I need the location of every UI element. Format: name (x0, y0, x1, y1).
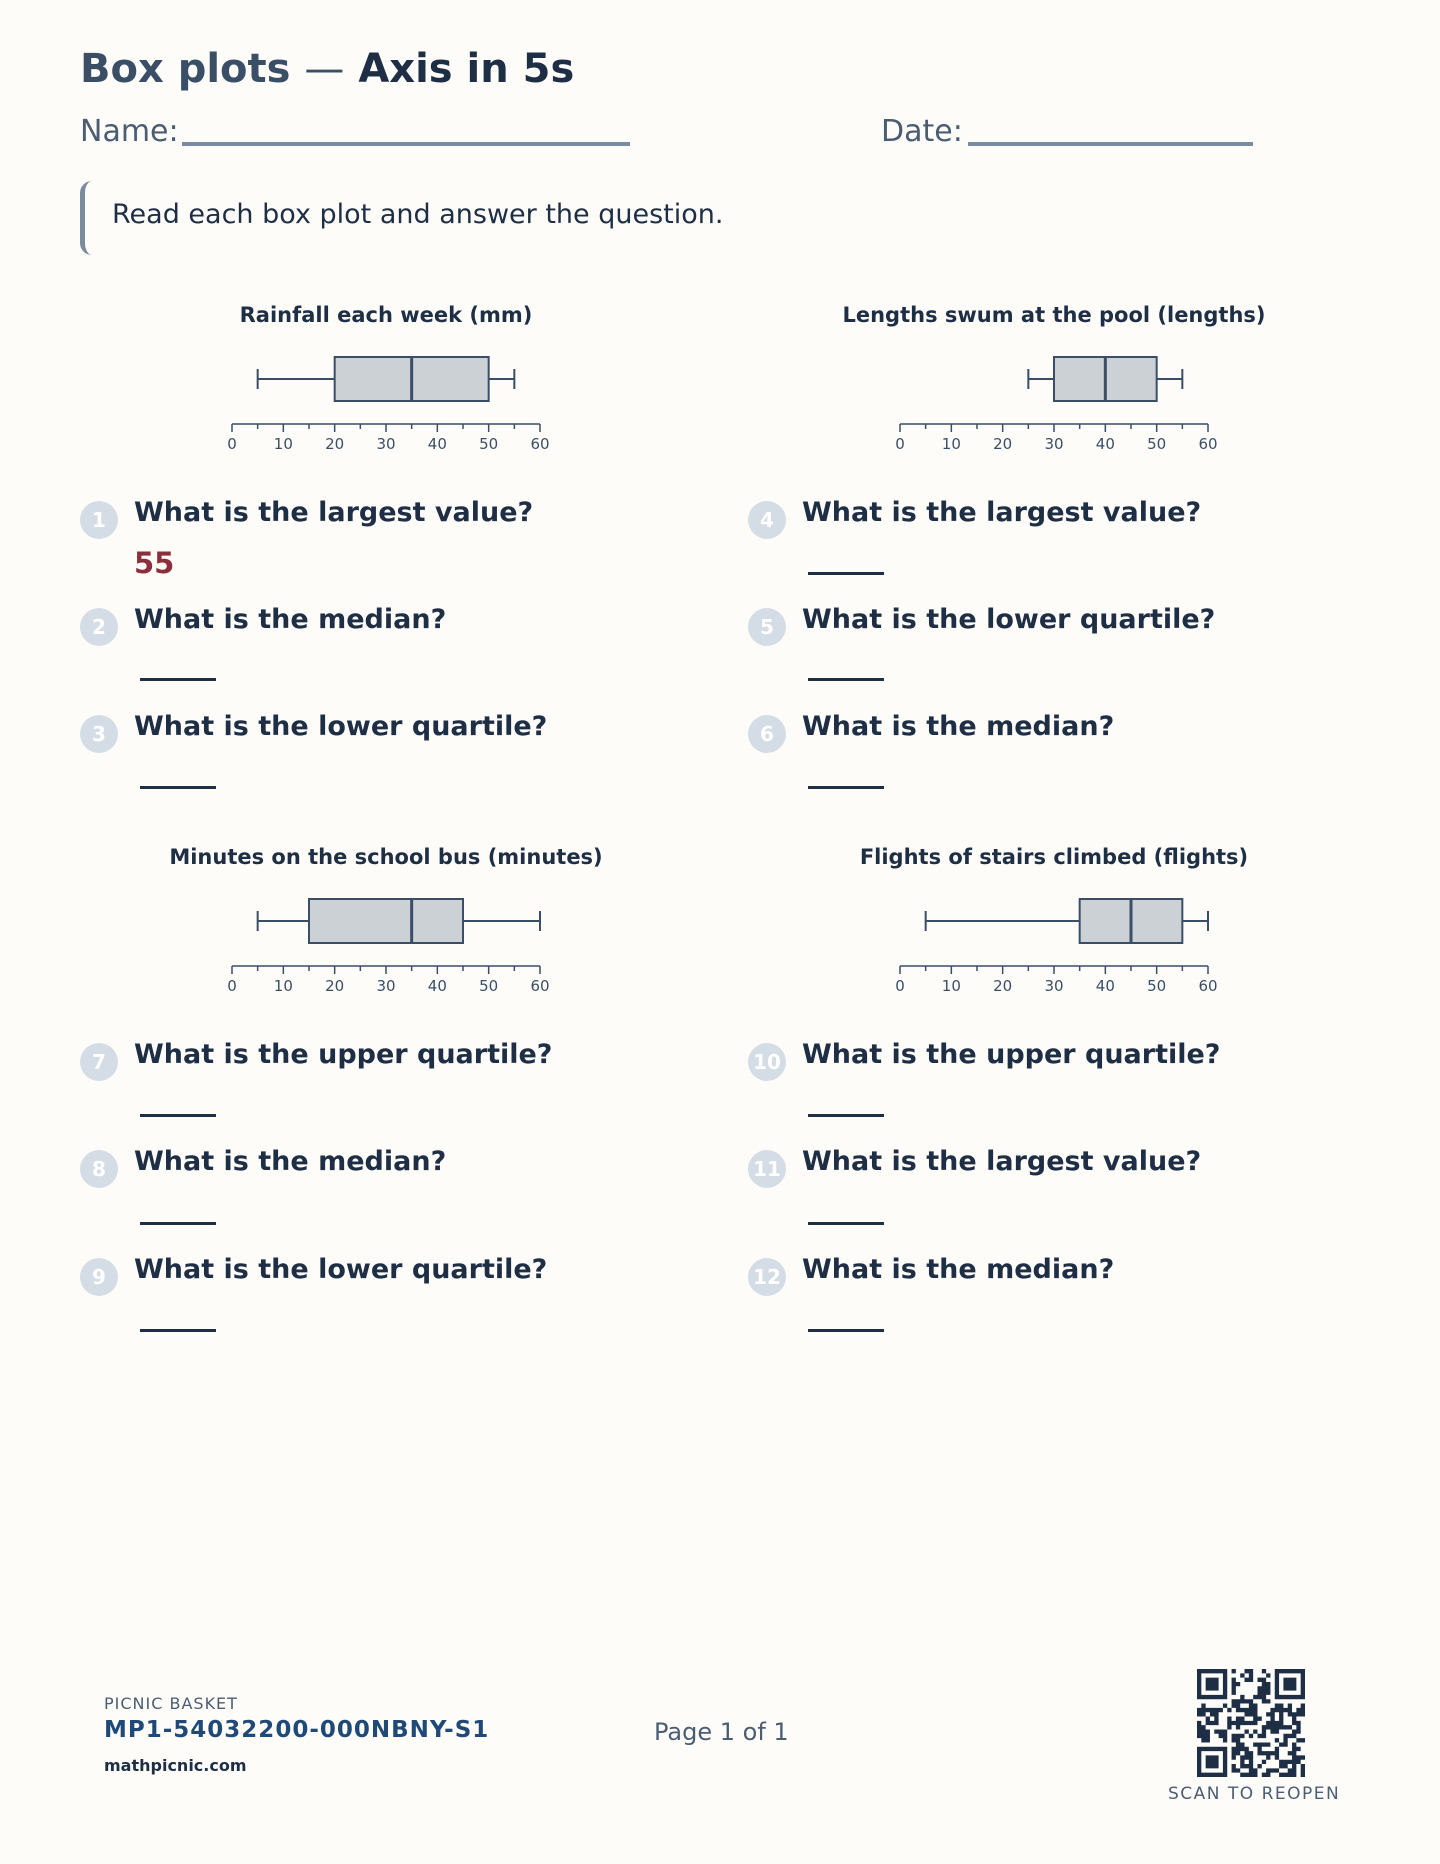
title-separator: — (304, 46, 345, 92)
answer-line-11[interactable] (808, 1222, 884, 1225)
box-plot-2 (888, 350, 1228, 460)
date-label: Date: (881, 114, 963, 149)
tick-label: 20 (325, 435, 345, 453)
answer-line-10[interactable] (808, 1114, 884, 1117)
page-title (80, 46, 574, 92)
tick-label: 50 (479, 435, 499, 453)
question-number: 2 (80, 608, 118, 646)
instruction-bar (80, 181, 92, 255)
date-field[interactable] (968, 142, 1253, 146)
tick-label: 0 (227, 977, 237, 995)
plot-title-4: Flights of stairs climbed (flights) (859, 845, 1249, 869)
footer-label: PICNIC BASKET (104, 1694, 238, 1713)
tick-label: 20 (993, 977, 1013, 995)
plot-title-1: Rainfall each week (mm) (239, 303, 533, 327)
question-text: What is the median? (802, 711, 1115, 742)
question-text: What is the largest value? (802, 497, 1202, 528)
answer-line-6[interactable] (808, 786, 884, 789)
tick-label: 60 (530, 977, 550, 995)
instruction-text: Read each box plot and answer the question. (112, 199, 724, 230)
question-text: What is the lower quartile? (802, 604, 1216, 635)
question-text: What is the median? (134, 1146, 447, 1177)
page-indicator: Page 1 of 1 (654, 1718, 789, 1746)
scan-to-reopen-label: SCAN TO REOPEN (1168, 1784, 1341, 1804)
answer-line-2[interactable] (140, 678, 216, 681)
tick-label: 10 (941, 977, 961, 995)
question-number: 8 (80, 1150, 118, 1188)
question-number: 12 (748, 1258, 786, 1296)
title-part-1: Box plots (80, 46, 291, 92)
tick-label: 40 (427, 435, 447, 453)
tick-label: 40 (1095, 435, 1115, 453)
tick-label: 30 (376, 977, 396, 995)
tick-label: 50 (1147, 435, 1167, 453)
tick-label: 50 (1147, 977, 1167, 995)
tick-label: 10 (273, 435, 293, 453)
question-text: What is the upper quartile? (802, 1039, 1221, 1070)
answer-line-12[interactable] (808, 1329, 884, 1332)
question-text: What is the median? (802, 1254, 1115, 1285)
question-number: 9 (80, 1258, 118, 1296)
question-text: What is the upper quartile? (134, 1039, 553, 1070)
question-text: What is the lower quartile? (134, 1254, 548, 1285)
box-plot-4 (888, 892, 1228, 1002)
tick-label: 0 (895, 977, 905, 995)
box-plot-1 (220, 350, 560, 460)
name-label: Name: (80, 114, 179, 149)
plot-title-2: Lengths swum at the pool (lengths) (842, 303, 1266, 327)
question-number: 3 (80, 715, 118, 753)
question-number: 5 (748, 608, 786, 646)
qr-code-icon[interactable] (1197, 1669, 1305, 1777)
title-part-2: Axis in 5s (358, 46, 575, 92)
tick-label: 40 (427, 977, 447, 995)
answer-1[interactable]: 55 (134, 546, 175, 580)
box-plot-3 (220, 892, 560, 1002)
question-number: 7 (80, 1043, 118, 1081)
answer-line-4[interactable] (808, 572, 884, 575)
answer-line-7[interactable] (140, 1114, 216, 1117)
tick-label: 30 (376, 435, 396, 453)
tick-label: 60 (530, 435, 550, 453)
quartile-box (309, 899, 463, 943)
question-number: 1 (80, 501, 118, 539)
question-text: What is the lower quartile? (134, 711, 548, 742)
answer-line-8[interactable] (140, 1222, 216, 1225)
question-text: What is the largest value? (802, 1146, 1202, 1177)
tick-label: 10 (941, 435, 961, 453)
tick-label: 50 (479, 977, 499, 995)
plot-title-3: Minutes on the school bus (minutes) (169, 845, 603, 869)
question-text: What is the median? (134, 604, 447, 635)
tick-label: 10 (273, 977, 293, 995)
tick-label: 20 (325, 977, 345, 995)
tick-label: 20 (993, 435, 1013, 453)
worksheet-code: MP1-54032200-000NBNY-S1 (104, 1717, 490, 1743)
tick-label: 0 (227, 435, 237, 453)
question-number: 10 (748, 1043, 786, 1081)
tick-label: 0 (895, 435, 905, 453)
question-number: 11 (748, 1150, 786, 1188)
question-text: What is the largest value? (134, 497, 534, 528)
question-number: 6 (748, 715, 786, 753)
tick-label: 40 (1095, 977, 1115, 995)
question-number: 4 (748, 501, 786, 539)
tick-label: 60 (1198, 435, 1218, 453)
tick-label: 30 (1044, 435, 1064, 453)
answer-line-9[interactable] (140, 1329, 216, 1332)
tick-label: 60 (1198, 977, 1218, 995)
tick-label: 30 (1044, 977, 1064, 995)
site-link[interactable]: mathpicnic.com (104, 1756, 247, 1775)
answer-line-5[interactable] (808, 678, 884, 681)
name-field[interactable] (182, 142, 630, 146)
answer-line-3[interactable] (140, 786, 216, 789)
